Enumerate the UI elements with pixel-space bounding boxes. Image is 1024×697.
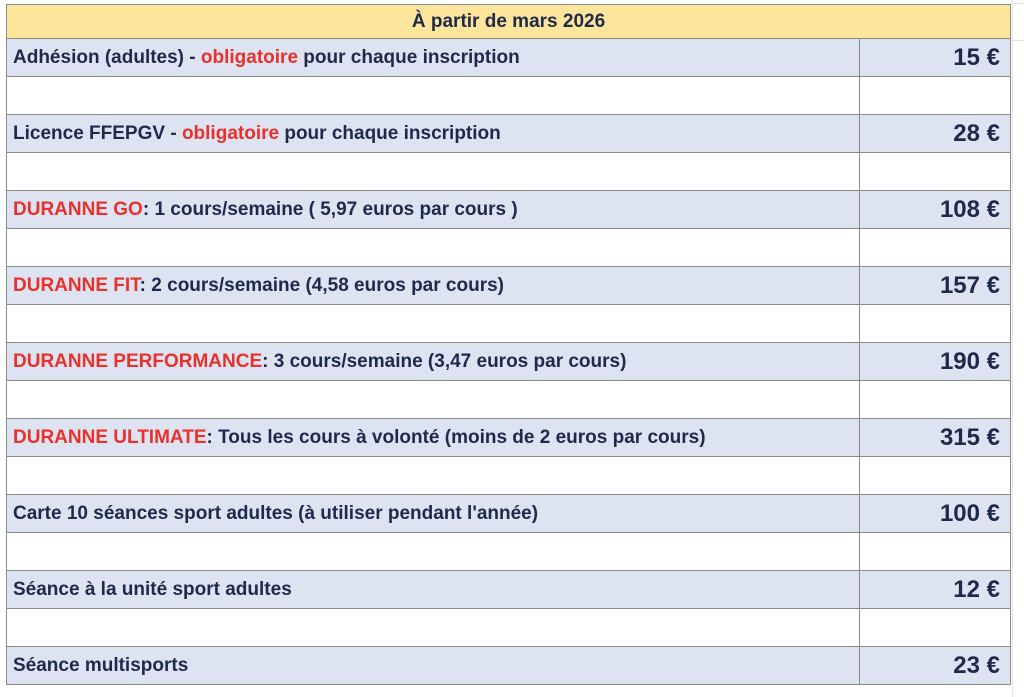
highlight-text: DURANNE PERFORMANCE xyxy=(13,350,263,372)
empty-cell[interactable] xyxy=(7,457,860,495)
table-row xyxy=(7,115,1011,153)
empty-row xyxy=(7,305,1011,343)
empty-cell[interactable] xyxy=(860,381,1011,419)
description-text: pour chaque inscription xyxy=(279,122,501,144)
empty-cell[interactable] xyxy=(7,77,860,115)
empty-row xyxy=(7,153,1011,191)
description-cell[interactable] xyxy=(7,419,860,457)
price-cell[interactable]: 28 € xyxy=(860,115,1011,153)
header-cell[interactable]: À partir de mars 2026 xyxy=(7,5,1011,39)
description-cell[interactable] xyxy=(7,343,860,381)
empty-cell[interactable] xyxy=(860,229,1011,267)
table-row xyxy=(7,419,1011,457)
empty-cell[interactable] xyxy=(7,381,860,419)
description-cell[interactable] xyxy=(7,191,860,229)
price-cell[interactable]: 190 € xyxy=(860,343,1011,381)
description-cell[interactable] xyxy=(7,571,860,609)
price-cell[interactable]: 12 € xyxy=(860,571,1011,609)
description-text: : 1 cours/semaine ( 5,97 euros par cours ) xyxy=(142,198,518,220)
highlight-text: DURANNE FIT xyxy=(13,274,140,296)
empty-row xyxy=(7,381,1011,419)
empty-cell[interactable] xyxy=(7,153,860,191)
empty-row xyxy=(7,457,1011,495)
price-cell[interactable]: 15 € xyxy=(860,39,1011,77)
sheet-gridline xyxy=(1012,0,1013,697)
description-cell[interactable] xyxy=(7,495,860,533)
description-text: Adhésion (adultes) - xyxy=(13,46,201,68)
empty-row xyxy=(7,533,1011,571)
empty-cell[interactable] xyxy=(860,457,1011,495)
highlight-text: DURANNE GO xyxy=(13,198,143,220)
description-cell[interactable] xyxy=(7,267,860,305)
description-text: Licence FFEPGV - xyxy=(13,122,182,144)
empty-cell[interactable] xyxy=(7,609,860,647)
empty-cell[interactable] xyxy=(860,533,1011,571)
table-row xyxy=(7,39,1011,77)
description-text: : 2 cours/semaine (4,58 euros par cours) xyxy=(139,274,504,296)
empty-row xyxy=(7,77,1011,115)
empty-cell[interactable] xyxy=(7,229,860,267)
table-row xyxy=(7,495,1011,533)
price-cell[interactable]: 157 € xyxy=(860,267,1011,305)
highlight-text: obligatoire xyxy=(200,46,299,68)
description-text: Séance multisports xyxy=(13,654,189,676)
empty-cell[interactable] xyxy=(7,533,860,571)
table-row xyxy=(7,343,1011,381)
empty-cell[interactable] xyxy=(860,609,1011,647)
price-cell[interactable]: 100 € xyxy=(860,495,1011,533)
highlight-text: DURANNE ULTIMATE xyxy=(13,426,207,448)
empty-row xyxy=(7,229,1011,267)
table-row xyxy=(7,267,1011,305)
description-text: : 3 cours/semaine (3,47 euros par cours) xyxy=(262,350,627,372)
table-row xyxy=(7,647,1011,685)
header-row xyxy=(7,5,1011,39)
description-text: pour chaque inscription xyxy=(298,46,520,68)
empty-row xyxy=(7,609,1011,647)
price-cell[interactable]: 23 € xyxy=(860,647,1011,685)
description-cell[interactable] xyxy=(7,115,860,153)
sheet-gridline xyxy=(1010,3,1024,4)
price-cell[interactable]: 108 € xyxy=(860,191,1011,229)
price-cell[interactable]: 315 € xyxy=(860,419,1011,457)
description-text: Carte 10 séances sport adultes (à utiliser pendant l'année) xyxy=(13,502,539,524)
description-text: : Tous les cours à volonté (moins de 2 euros par cours) xyxy=(206,426,706,448)
highlight-text: obligatoire xyxy=(181,122,280,144)
description-text: Séance à la unité sport adultes xyxy=(13,578,292,600)
empty-cell[interactable] xyxy=(7,305,860,343)
table-row xyxy=(7,571,1011,609)
empty-cell[interactable] xyxy=(860,153,1011,191)
empty-cell[interactable] xyxy=(860,305,1011,343)
description-cell[interactable] xyxy=(7,647,860,685)
empty-cell[interactable] xyxy=(860,77,1011,115)
table-row xyxy=(7,191,1011,229)
price-table xyxy=(6,4,1011,685)
sheet-gridline xyxy=(1010,40,1024,41)
description-cell[interactable] xyxy=(7,39,860,77)
